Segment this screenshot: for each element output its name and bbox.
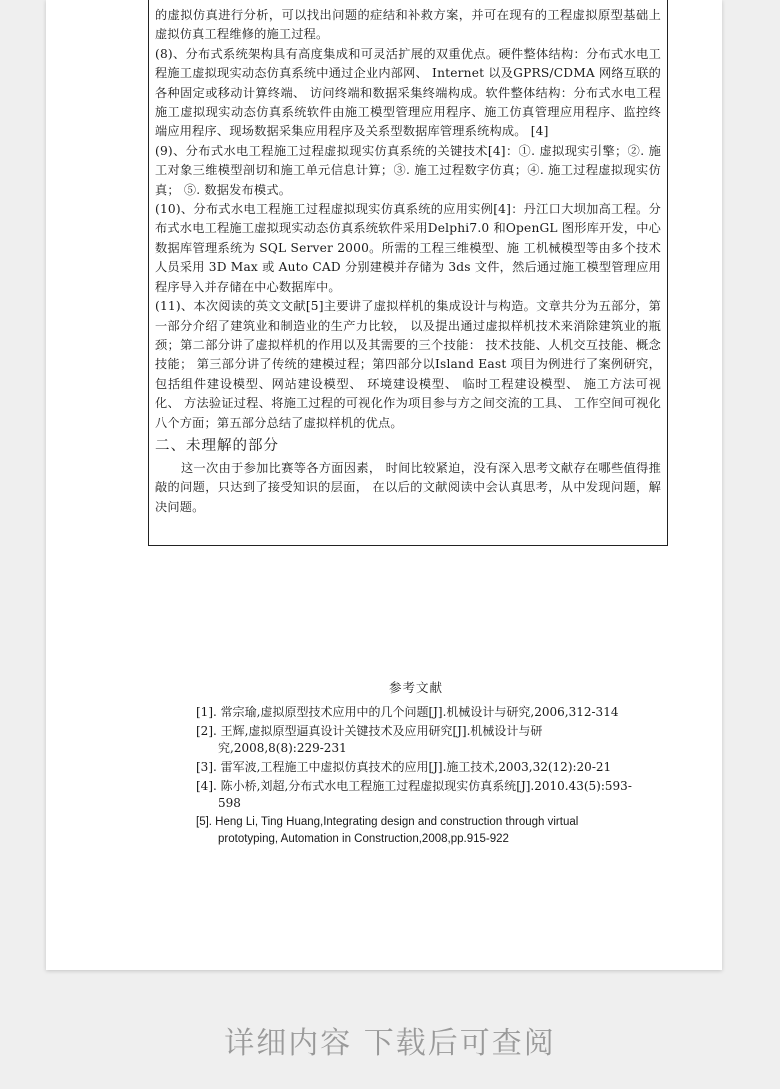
body-paragraph-2: (8)、分布式系统架构具有高度集成和可灵活扩展的双重优点。硬件整体结构：分布式水电工程施工虚拟现实动态仿真系统中通过企业内部网、 Internet 以及GPRS/CDMA 网络互联的各种固定或移动计算终端、 访问终端和数据采集终端构成。软件整体结构：分布式水电工程施工虚拟现实动态仿真系统软件由施工模型管理应用程序、施工仿真管理应用程序、监控终端应用程序、现场数据采集应用程序及关系型数据库管理系统构成。 [4] <box>155 46 661 139</box>
reference-item: [2]. 王辉,虚拟原型逼真设计关键技术及应用研究[J].机械设计与研究,2008,8(8):229-231 <box>196 724 543 755</box>
references-section <box>196 678 636 850</box>
document-page <box>46 0 722 970</box>
section-heading: 二、未理解的部分 <box>155 437 279 454</box>
section-paragraph: 这一次由于参加比赛等各方面因素， 时间比较紧迫，没有深入思考文献存在哪些值得推敲的问题，只达到了接受知识的层面， 在以后的文献阅读中会认真思考，从中发现问题，解决问题。 <box>155 460 661 514</box>
body-paragraph-5: (11)、本次阅读的英文文献[5]主要讲了虚拟样机的集成设计与构造。文章共分为五部分，第一部分介绍了建筑业和制造业的生产力比较， 以及提出通过虚拟样机技术来消除建筑业的瓶颈；第二部分讲了虚拟样机的作用以及其需要的三个技能： 技术技能、人机交互技能、概念技能； 第三部分讲了传统的建模过程；第四部分以Island East 项目为例进行了案例研究，包括组件建设模型、网站建设模型、 环境建设模型、 临时工程建设模型、 施工方法可视化、 方法验证过程、将施工过程的可视化作为项目参与方之间交流的工具、 工作空间可视化八个方面；第五部分总结了虚拟样机的优点。 <box>155 299 661 430</box>
reference-item: [1]. 常宗瑜,虚拟原型技术应用中的几个问题[J].机械设计与研究,2006,312-314 <box>196 705 619 719</box>
body-paragraph-1: 的虚拟仿真进行分析，可以找出问题的症结和补救方案，并可在现有的工程虚拟原型基础上虚拟仿真工程维修的施工过程。 <box>155 8 661 42</box>
content-box <box>148 0 668 546</box>
body-paragraph-4: (10)、分布式水电工程施工过程虚拟现实仿真系统的应用实例[4]：丹江口大坝加高工程。分布式水电工程施工虚拟现实动态仿真系统软件采用Delphi7.0 和OpenGL 图形库开发，中心数据库管理系统为 SQL Server 2000。所需的工程三维模型、施 工机械模型等由多个技术人员采用 3D Max 或 Auto CAD 分别建模并存储为 3ds 文件，然后通过施工模型管理应用程序导入并存储在中心数据库中。 <box>155 202 661 294</box>
download-footer-text: 详细内容 下载后可查阅 <box>224 1026 556 1061</box>
reference-item: [4]. 陈小桥,刘超,分布式水电工程施工过程虚拟现实仿真系统[J].2010.43(5):593-598 <box>196 779 632 810</box>
reference-item: [5]. Heng Li, Ting Huang,Integrating design and construction through virtual prototyping, Automation in Construction,2008,pp.915-922 <box>196 816 579 845</box>
body-paragraph-3: (9)、分布式水电工程施工过程虚拟现实仿真系统的关键技术[4]：①. 虚拟现实引擎；②. 施工对象三维模型剖切和施工单元信息计算；③. 施工过程数字仿真；④. 施工过程虚拟现实仿真； ⑤. 数据发布模式。 <box>155 143 661 197</box>
reference-item: [3]. 雷军波,工程施工中虚拟仿真技术的应用[J].施工技术,2003,32(12):20-21 <box>196 760 612 774</box>
references-title: 参考文献 <box>388 680 443 695</box>
